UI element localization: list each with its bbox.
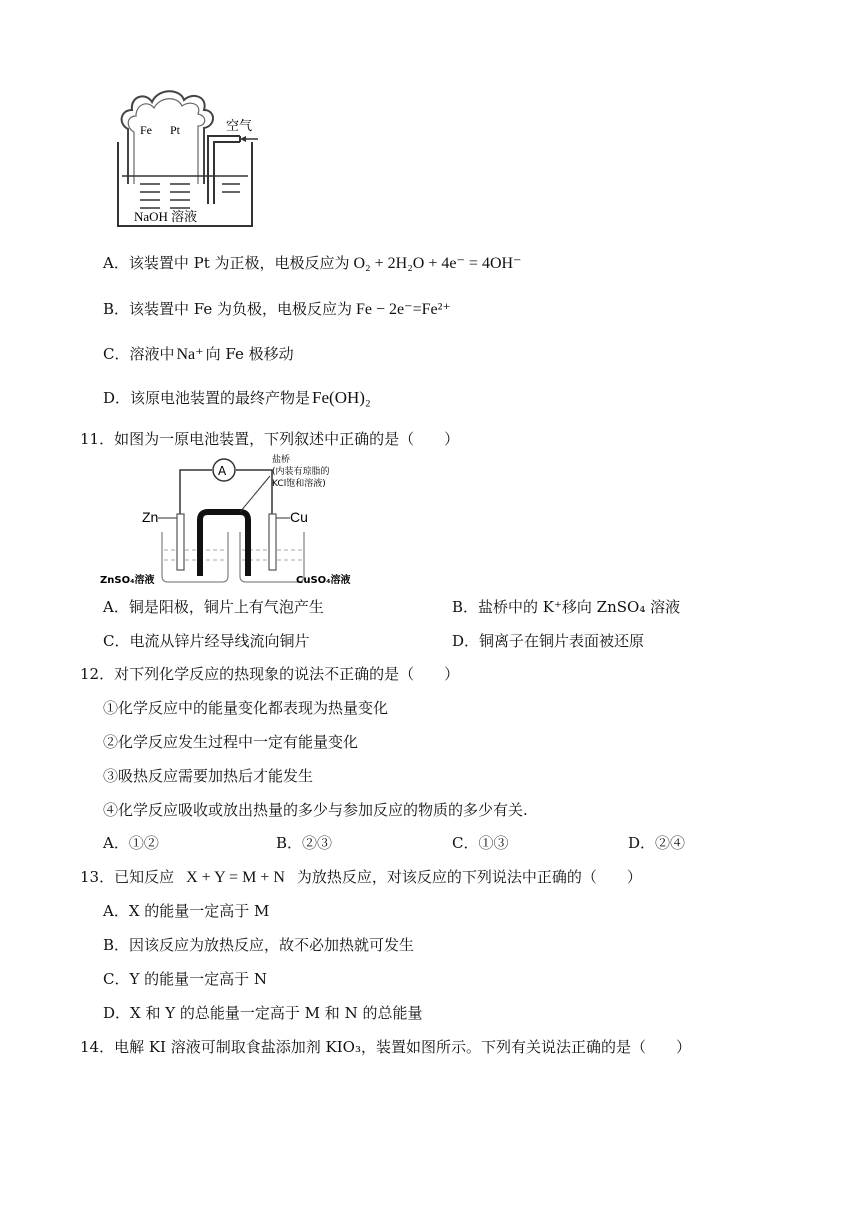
q12-option-d: D．②④ (628, 834, 686, 852)
ammeter-label: A (218, 464, 227, 478)
q11-option-c: C．电流从锌片经导线流向铜片 (103, 632, 310, 650)
q12-option-c: C．①③ (452, 834, 509, 852)
q11-option-d: D．铜离子在铜片表面被还原 (452, 632, 645, 650)
q10-option-c-rest: 向 Fe 极移动 (205, 345, 294, 363)
naoh-solution-label: NaOH 溶液 (134, 209, 198, 224)
q12-statement-1: ①化学反应中的能量变化都表现为热量变化 (103, 699, 389, 717)
q10-option-d (103, 387, 371, 408)
q12-statement-2: ②化学反应发生过程中一定有能量变化 (103, 733, 359, 751)
q10-option-c-ion: Na⁺ (176, 346, 204, 363)
q11-stem: 11．如图为一原电池装置，下列叙述中正确的是（ ） (80, 430, 460, 448)
q13-option-b: B．因该反应为放热反应，故不必加热就可发生 (103, 936, 415, 954)
q13-option-d: D．X 和 Y 的总能量一定高于 M 和 N 的总能量 (103, 1004, 423, 1022)
q10-option-c-text: C．溶液中 (103, 345, 175, 363)
cu-label: Cu (290, 509, 308, 525)
fe-pt-cell-figure (100, 84, 280, 234)
q11-option-a: A．铜是阳极，铜片上有气泡产生 (103, 598, 324, 616)
q10-option-d-equation: Fe(OH)₂ (312, 388, 371, 407)
znso4-solution-label: ZnSO₄溶液 (100, 575, 155, 586)
fe-electrode-label: Fe (140, 123, 152, 137)
q10-option-d-text: D．该原电池装置的最终产物是 (103, 389, 311, 407)
zn-cu-cell-diagram (100, 452, 370, 590)
pt-electrode-label: Pt (170, 123, 181, 137)
q10-option-a-equation: O₂ + 2H₂O + 4e⁻ = 4OH⁻ (353, 255, 522, 272)
q13-stem-rest: 为放热反应，对该反应的下列说法中正确的（ ） (296, 868, 642, 886)
q10-option-b-text: B．该装置中 Fe 为负极，电极反应为 (103, 300, 353, 318)
q12-option-a: A．①② (103, 834, 159, 852)
cuso4-solution-label: CuSO₄溶液 (296, 575, 351, 586)
fe-pt-cell-diagram (100, 84, 280, 234)
q12-statement-3: ③吸热反应需要加热后才能发生 (103, 767, 314, 785)
q10-option-a-text: A．该装置中 Pt 为正极，电极反应为 (103, 254, 350, 272)
q13-stem-text: 13．已知反应 (80, 868, 175, 886)
salt-bridge-label: 盐桥 (272, 455, 291, 465)
q11-option-b: B．盐桥中的 K⁺移向 ZnSO₄ 溶液 (452, 598, 681, 616)
q10-option-b-equation: Fe − 2e⁻=Fe²⁺ (356, 301, 451, 318)
q14-stem: 14．电解 KI 溶液可制取食盐添加剂 KIO₃，装置如图所示。下列有关说法正确的是（ ） (80, 1038, 691, 1056)
zn-cu-cell-figure (100, 452, 370, 590)
q12-statement-4: ④化学反应吸收或放出热量的多少与参加反应的物质的多少有关. (103, 801, 528, 819)
salt-bridge-desc-2: KCl饱和溶液) (272, 479, 326, 489)
q13-equation: X + Y = M + N (186, 869, 285, 886)
q12-option-b: B．②③ (276, 834, 333, 852)
q13-option-a: A．X 的能量一定高于 M (103, 902, 270, 920)
q13-stem (80, 866, 642, 887)
salt-bridge-desc-1: (内装有琼脂的 (272, 467, 330, 477)
q10-option-a (103, 252, 522, 273)
q10-option-b (103, 298, 451, 319)
air-label: 空气 (226, 119, 253, 134)
q10-option-c (103, 343, 294, 364)
zn-label: Zn (142, 509, 159, 525)
q12-stem: 12．对下列化学反应的热现象的说法不正确的是（ ） (80, 665, 460, 683)
q13-option-c: C．Y 的能量一定高于 N (103, 970, 268, 988)
